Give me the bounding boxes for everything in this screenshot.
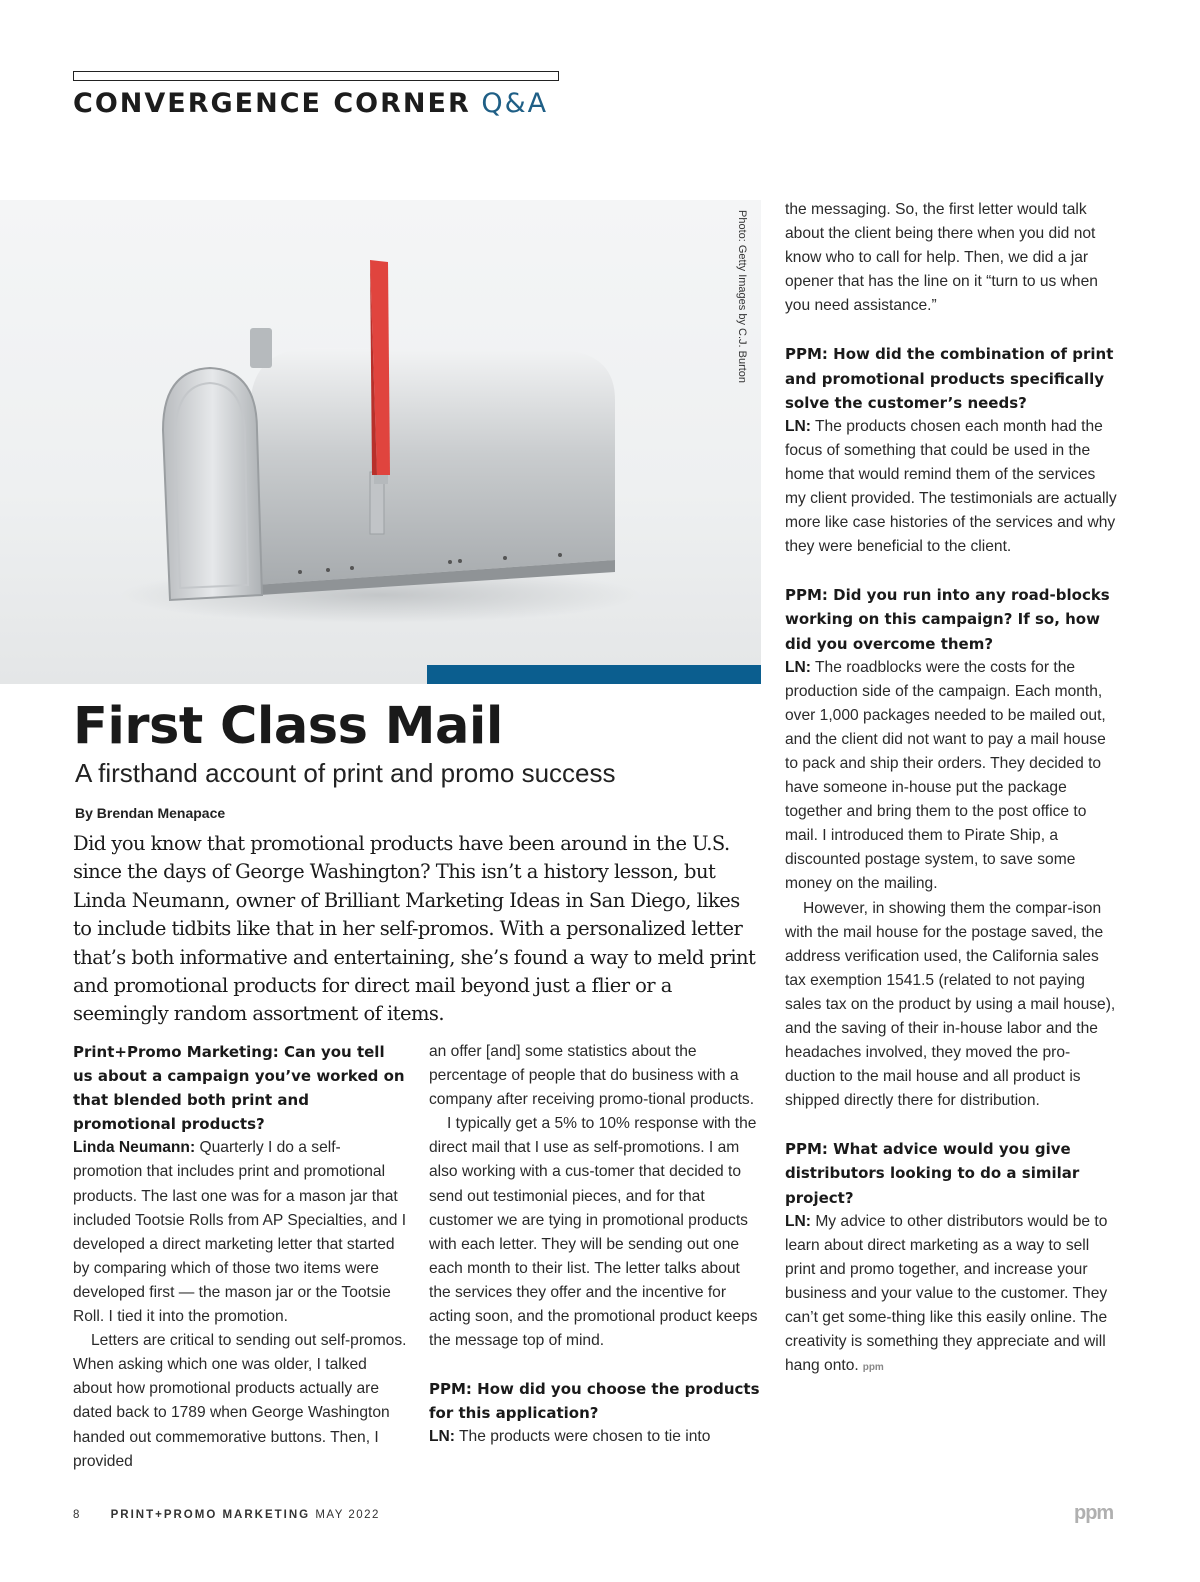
answer-1-paragraph-2: Letters are critical to sending out self-promos. When asking which one was older, I talked about how promotional products actually are dated back to 1789 when George Washington handed out commemorative buttons. Then, I provided <box>73 1332 407 1470</box>
article-byline: By Brendan Menapace <box>75 805 226 821</box>
answer-4-speaker: LN: <box>785 658 811 676</box>
question-4: PPM: Did you run into any road-blocks working on this campaign? If so, how did you overcome them? <box>785 586 1110 653</box>
column-3 <box>785 198 1120 1380</box>
answer-5-text: My advice to other distributors would be to learn about direct marketing as a way to sell print and promo together, and increase your business and your value to the customer. They can’t get some-thing like this easily online. The creativity is something they appreciate and will hang onto. <box>785 1212 1108 1375</box>
article-subhead: A firsthand account of print and promo success <box>75 758 616 788</box>
section-title-strong: CONVERGENCE CORNER <box>73 88 471 119</box>
issue-date: MAY 2022 <box>315 1509 380 1521</box>
column-1 <box>73 1040 408 1474</box>
column-2 <box>429 1040 764 1450</box>
mailbox-illustration <box>0 200 761 684</box>
answer-1-speaker: Linda Neumann: <box>73 1139 196 1157</box>
question-5: PPM: What advice would you give distributors looking to do a similar project? <box>785 1140 1080 1207</box>
page-number: 8 <box>73 1509 80 1521</box>
answer-3 <box>785 415 1120 560</box>
answer-4-text: The roadblocks were the costs for the production side of the campaign. Each month, over 1,000 packages needed to be mailed out, and the client did not want to pay a mail house to pack and ship their orders. They decided to have someone in-house put the package together and bring them to the post office to mail. I introduced them to Pirate Ship, a discounted postage system, to save some money on the mailing. <box>785 658 1106 893</box>
top-rule <box>73 71 559 81</box>
question-3: PPM: How did the combination of print and promotional products specifically solve the customer’s needs? <box>785 345 1114 412</box>
answer-2-continued: the messaging. So, the first letter would talk about the client being there when you did not know who to call for help. Then, we did a jar opener that has the line on it “turn to us when you need assistance.” <box>785 201 1098 315</box>
question-2: PPM: How did you choose the products for this application? <box>429 1380 760 1423</box>
answer-1-paragraph-4: I typically get a 5% to 10% response with the direct mail that I use as self-promotions. I am also working with a cus-tomer that decided to send out testimonial pieces, and for that customer we are tying in promotional products with each letter. They will be sending out one each month to their list. The letter talks about the services they offer and the incentive for acting soon, and the promotional product keeps the message top of mind. <box>429 1115 758 1350</box>
answer-3-speaker: LN: <box>785 417 811 435</box>
section-title-light: Q&A <box>481 88 549 119</box>
answer-5-speaker: LN: <box>785 1212 811 1230</box>
question-1: Print+Promo Marketing: Can you tell us about a campaign you’ve worked on that blended both print and promotional products? <box>73 1043 405 1134</box>
section-title <box>73 88 548 119</box>
article-headline: First Class Mail <box>73 697 503 756</box>
accent-bar <box>427 665 761 684</box>
photo-credit: Photo: Getty Images by C.J. Burton <box>736 210 748 384</box>
answer-1-text: Quarterly I do a self-promotion that includes print and promotional products. The last one was for a mason jar that included Tootsie Rolls from AP Specialties, and I developed a direct marketing letter that started by comparing which of those two items were developed first — the mason jar or the Tootsie Roll. I tied it into the promotion. <box>73 1139 407 1326</box>
answer-4 <box>785 656 1120 897</box>
magazine-name: PRINT+PROMO MARKETING <box>110 1509 311 1521</box>
mailbox-photo <box>0 200 761 684</box>
page-footer <box>73 1509 380 1521</box>
answer-2-text: The products were chosen to tie into <box>454 1428 711 1446</box>
answer-5 <box>785 1210 1120 1381</box>
answer-3-text: The products chosen each month had the focus of something that could be used in the home that would remind them of the services my client provided. The testimonials are actually more like case histories of the services and why they were beneficial to the client. <box>785 417 1117 556</box>
article-deck: Did you know that promotional products have been around in the U.S. since the days of George Washington? This isn’t a history lesson, but Linda Neumann, owner of Brilliant Marketing Ideas in San Diego, likes to include tidbits like that in her self-promos. With a personalized letter that’s both informative and entertaining, she’s found a way to meld print and promotional products for direct mail beyond just a flier or a seemingly random assortment of items. <box>73 832 756 1026</box>
answer-2-speaker: LN: <box>429 1428 455 1446</box>
end-mark-icon: ppm <box>862 1362 884 1374</box>
answer-2 <box>429 1425 764 1449</box>
ppm-logo: ppm <box>1074 1502 1114 1524</box>
answer-1 <box>73 1136 408 1329</box>
answer-4-paragraph-2: However, in showing them the compar-ison with the mail house for the postage saved, the address verification used, the California sales tax exemption 1541.5 (related to not paying sales tax on the product by using a mail house), and the saving of their in-house labor and the headaches involved, they moved the pro-duction to the mail house and all product is shipped directly there for distribution. <box>785 899 1116 1110</box>
answer-1-paragraph-3: an offer [and] some statistics about the percentage of people that do business with a company after receiving promo-tional products. <box>429 1043 755 1109</box>
